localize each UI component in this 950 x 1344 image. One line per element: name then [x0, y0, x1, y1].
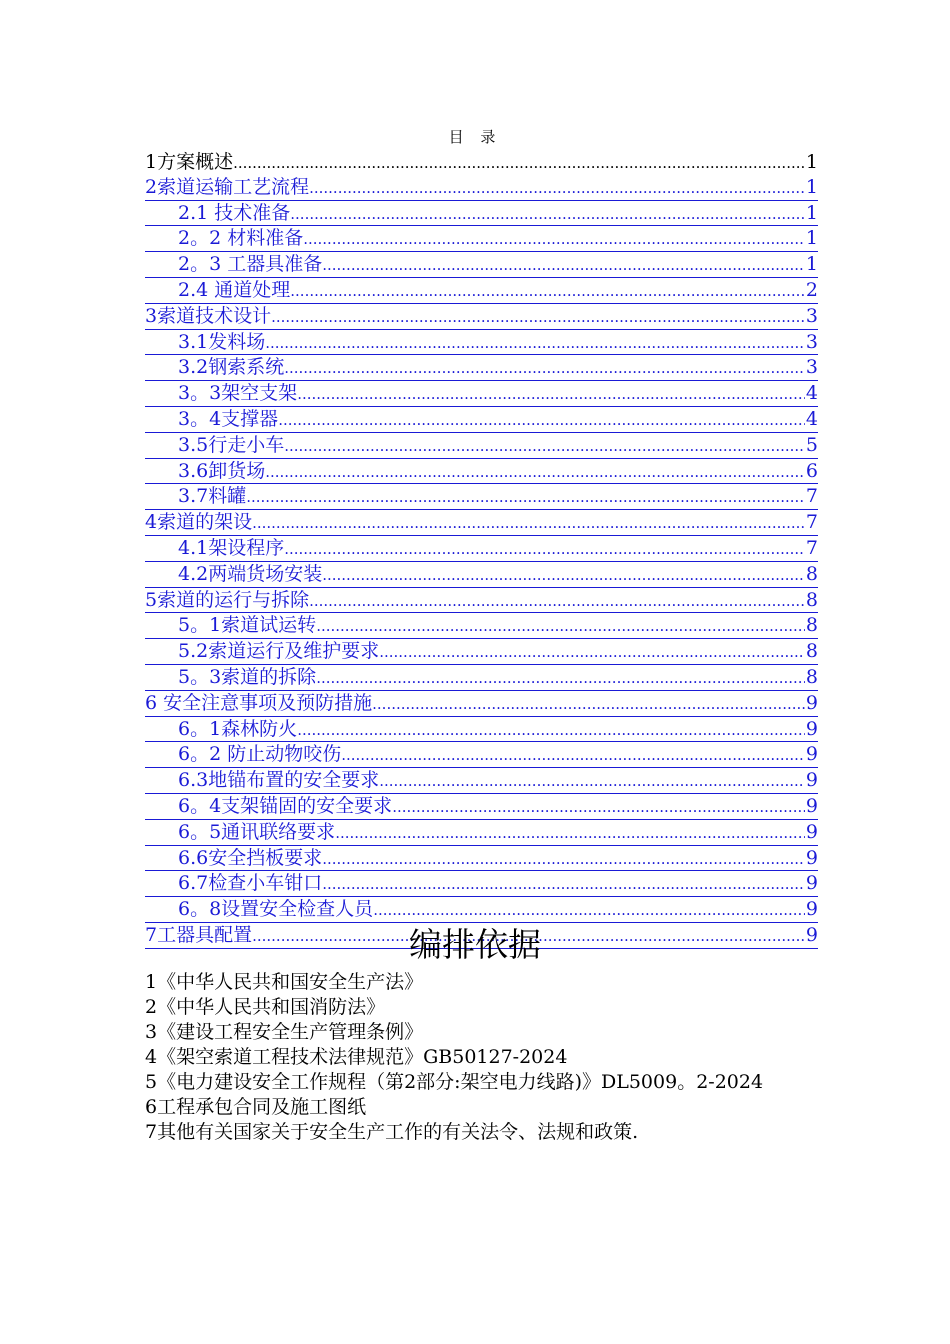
toc-dot-leader [252, 511, 805, 535]
toc-entry-title: 6 安全注意事项及预防措施 [145, 691, 373, 714]
toc-entry-page: 9 [805, 743, 818, 766]
toc-entry-title: 6。2 防止动物咬伤 [178, 743, 342, 766]
toc-entry[interactable] [145, 562, 818, 588]
toc-entry-page: 3 [805, 330, 818, 353]
toc-entry[interactable] [145, 691, 818, 717]
toc-entry-page: 9 [805, 717, 818, 740]
toc-entry-title: 4索道的架设 [145, 511, 253, 534]
toc-entry[interactable] [145, 175, 818, 201]
toc-entry-page: 1 [805, 151, 818, 173]
toc-entry-page: 8 [805, 614, 818, 637]
toc-entry[interactable] [145, 846, 818, 872]
toc-entry[interactable] [145, 871, 818, 897]
toc-dot-leader [309, 176, 805, 200]
toc-dot-leader [392, 795, 805, 819]
basis-item: 3《建设工程安全生产管理条例》 [145, 1021, 424, 1043]
toc-entry[interactable] [145, 639, 818, 665]
toc-entry[interactable] [145, 794, 818, 820]
toc-dot-leader [303, 227, 805, 251]
toc-entry-page: 5 [805, 433, 818, 456]
toc-dot-leader [316, 614, 805, 638]
toc-dot-leader [284, 434, 805, 458]
toc-entry-title: 4.2两端货场安装 [178, 562, 323, 585]
toc-entry[interactable] [145, 355, 818, 381]
toc-entry-title: 3。4支撑器 [178, 407, 279, 430]
toc-entry[interactable] [145, 536, 818, 562]
basis-item: 6工程承包合同及施工图纸 [145, 1096, 367, 1118]
toc-entry-page: 3 [805, 304, 818, 327]
toc-entry-page: 7 [805, 536, 818, 559]
toc-entry-title: 3.7料罐 [178, 485, 247, 508]
toc-dot-leader [322, 847, 805, 871]
toc-entry-page: 9 [805, 846, 818, 869]
toc-entry[interactable] [145, 407, 818, 433]
toc-entry-title: 6。8设置安全检查人员 [178, 898, 374, 921]
toc-entry-title: 6。1森林防火 [178, 717, 298, 740]
toc-entry[interactable] [145, 820, 818, 846]
toc-dot-leader [297, 718, 805, 742]
toc-entry-page: 8 [805, 588, 818, 611]
toc-entry-title: 6。4支架锚固的安全要求 [178, 794, 393, 817]
toc-entry[interactable] [145, 459, 818, 485]
toc-entry[interactable] [145, 588, 818, 614]
toc-entry[interactable] [145, 768, 818, 794]
toc-entry-title: 2。3 工器具准备 [178, 253, 323, 276]
toc-dot-leader [372, 692, 805, 716]
toc-dot-leader [265, 460, 805, 484]
toc-entry-title: 4.1架设程序 [178, 536, 285, 559]
toc-entry-title: 7工器具配置 [145, 923, 253, 946]
toc-entry[interactable] [145, 897, 818, 923]
toc-entry-page: 9 [805, 820, 818, 843]
toc-entry-page: 1 [805, 175, 818, 198]
toc-dot-leader [297, 382, 805, 406]
basis-item: 7其他有关国家关于安全生产工作的有关法令、法规和政策. [145, 1121, 639, 1143]
toc-dot-leader [379, 640, 805, 664]
toc-entry-title: 5索道的运行与拆除 [145, 588, 310, 611]
toc-dot-leader [290, 279, 805, 303]
toc-entry-title: 3.6卸货场 [178, 459, 266, 482]
toc-dot-leader [284, 356, 805, 380]
toc-entry-title: 2.1 技术准备 [178, 201, 291, 224]
toc-dot-leader [284, 537, 805, 561]
toc-entry-title: 3.5行走小车 [178, 433, 285, 456]
toc-entry-title: 6.7检查小车钳口 [178, 872, 323, 895]
basis-item: 2《中华人民共和国消防法》 [145, 996, 386, 1018]
toc-entry[interactable] [145, 484, 818, 510]
basis-list [145, 970, 820, 1145]
toc-dot-leader [233, 151, 805, 175]
toc-dot-leader [246, 485, 805, 509]
toc-entry-page: 9 [805, 923, 818, 946]
toc-entry-title: 2.4 通道处理 [178, 278, 291, 301]
toc-entry-title: 6.3地锚布置的安全要求 [178, 769, 380, 792]
toc-dot-leader [265, 331, 805, 355]
toc-dot-leader [322, 563, 805, 587]
toc-entry[interactable] [145, 304, 818, 330]
toc-entry[interactable] [145, 278, 818, 304]
toc-entry-page: 9 [805, 691, 818, 714]
toc-entry-title: 2。2 材料准备 [178, 227, 304, 250]
toc-dot-leader [322, 872, 805, 896]
toc-entry-title: 5.2索道运行及维护要求 [178, 640, 380, 663]
toc-entry-page: 9 [805, 872, 818, 895]
basis-title: 编排依据 [409, 925, 541, 964]
toc-entry-title: 3。3架空支架 [178, 382, 298, 405]
toc-entry[interactable] [145, 510, 818, 536]
toc-entry-page: 4 [805, 382, 818, 405]
toc-entry[interactable] [145, 226, 818, 252]
basis-item: 4《架空索道工程技术法律规范》GB50127-2024 [145, 1046, 568, 1068]
toc-heading: 目 录 [448, 128, 502, 146]
toc-entry[interactable] [145, 665, 818, 691]
toc-entry[interactable] [145, 742, 818, 768]
toc-entry[interactable] [145, 433, 818, 459]
toc-entry-page: 9 [805, 794, 818, 817]
toc-entry-title: 6.6安全挡板要求 [178, 846, 323, 869]
basis-item: 5《电力建设安全工作规程（第2部分:架空电力线路)》DL5009。2-2024 [145, 1071, 764, 1093]
toc-entry-page: 9 [805, 898, 818, 921]
toc-entry[interactable] [145, 330, 818, 356]
toc-entry-page: 8 [805, 665, 818, 688]
toc-entry-title: 2索道运输工艺流程 [145, 175, 310, 198]
toc-entry[interactable] [145, 381, 818, 407]
toc-dot-leader [316, 666, 805, 690]
toc-entry-page: 1 [805, 201, 818, 224]
basis-item: 1《中华人民共和国安全生产法》 [145, 971, 424, 993]
toc-entry-title: 5。3索道的拆除 [178, 665, 317, 688]
toc-entry-title: 6。5通讯联络要求 [178, 820, 336, 843]
toc-entry-title: 3.2钢索系统 [178, 356, 285, 379]
toc-entry-page: 8 [805, 562, 818, 585]
toc-entry-title: 3.1发料场 [178, 330, 266, 353]
toc-entry[interactable] [145, 252, 818, 278]
toc-entry-page: 7 [805, 511, 818, 534]
toc-entry-title: 1方案概述 [145, 151, 234, 173]
toc-entry-title: 5。1索道试运转 [178, 614, 317, 637]
toc-dot-leader [290, 202, 805, 226]
toc-dot-leader [309, 589, 805, 613]
toc-entry-page: 1 [805, 253, 818, 276]
toc-entry-page: 6 [805, 459, 818, 482]
toc-entry-page: 9 [805, 769, 818, 792]
toc-dot-leader [379, 769, 805, 793]
toc-entry[interactable] [145, 201, 818, 227]
toc-dot-leader [335, 821, 805, 845]
toc-entry-page: 4 [805, 407, 818, 430]
toc-entry-page: 7 [805, 485, 818, 508]
toc-entry-page: 2 [805, 278, 818, 301]
toc-dot-leader [341, 743, 805, 767]
toc-dot-leader [271, 305, 805, 329]
toc-entry-page: 8 [805, 640, 818, 663]
toc-entry-page: 3 [805, 356, 818, 379]
toc-dot-leader [278, 408, 805, 432]
toc-entry[interactable] [145, 717, 818, 743]
toc-entry[interactable] [145, 613, 818, 639]
toc-entry-page: 1 [805, 227, 818, 250]
toc-entry [145, 150, 818, 175]
toc-dot-leader [373, 898, 805, 922]
toc-dot-leader [322, 253, 805, 277]
table-of-contents [145, 150, 818, 949]
toc-entry-title: 3索道技术设计 [145, 304, 272, 327]
